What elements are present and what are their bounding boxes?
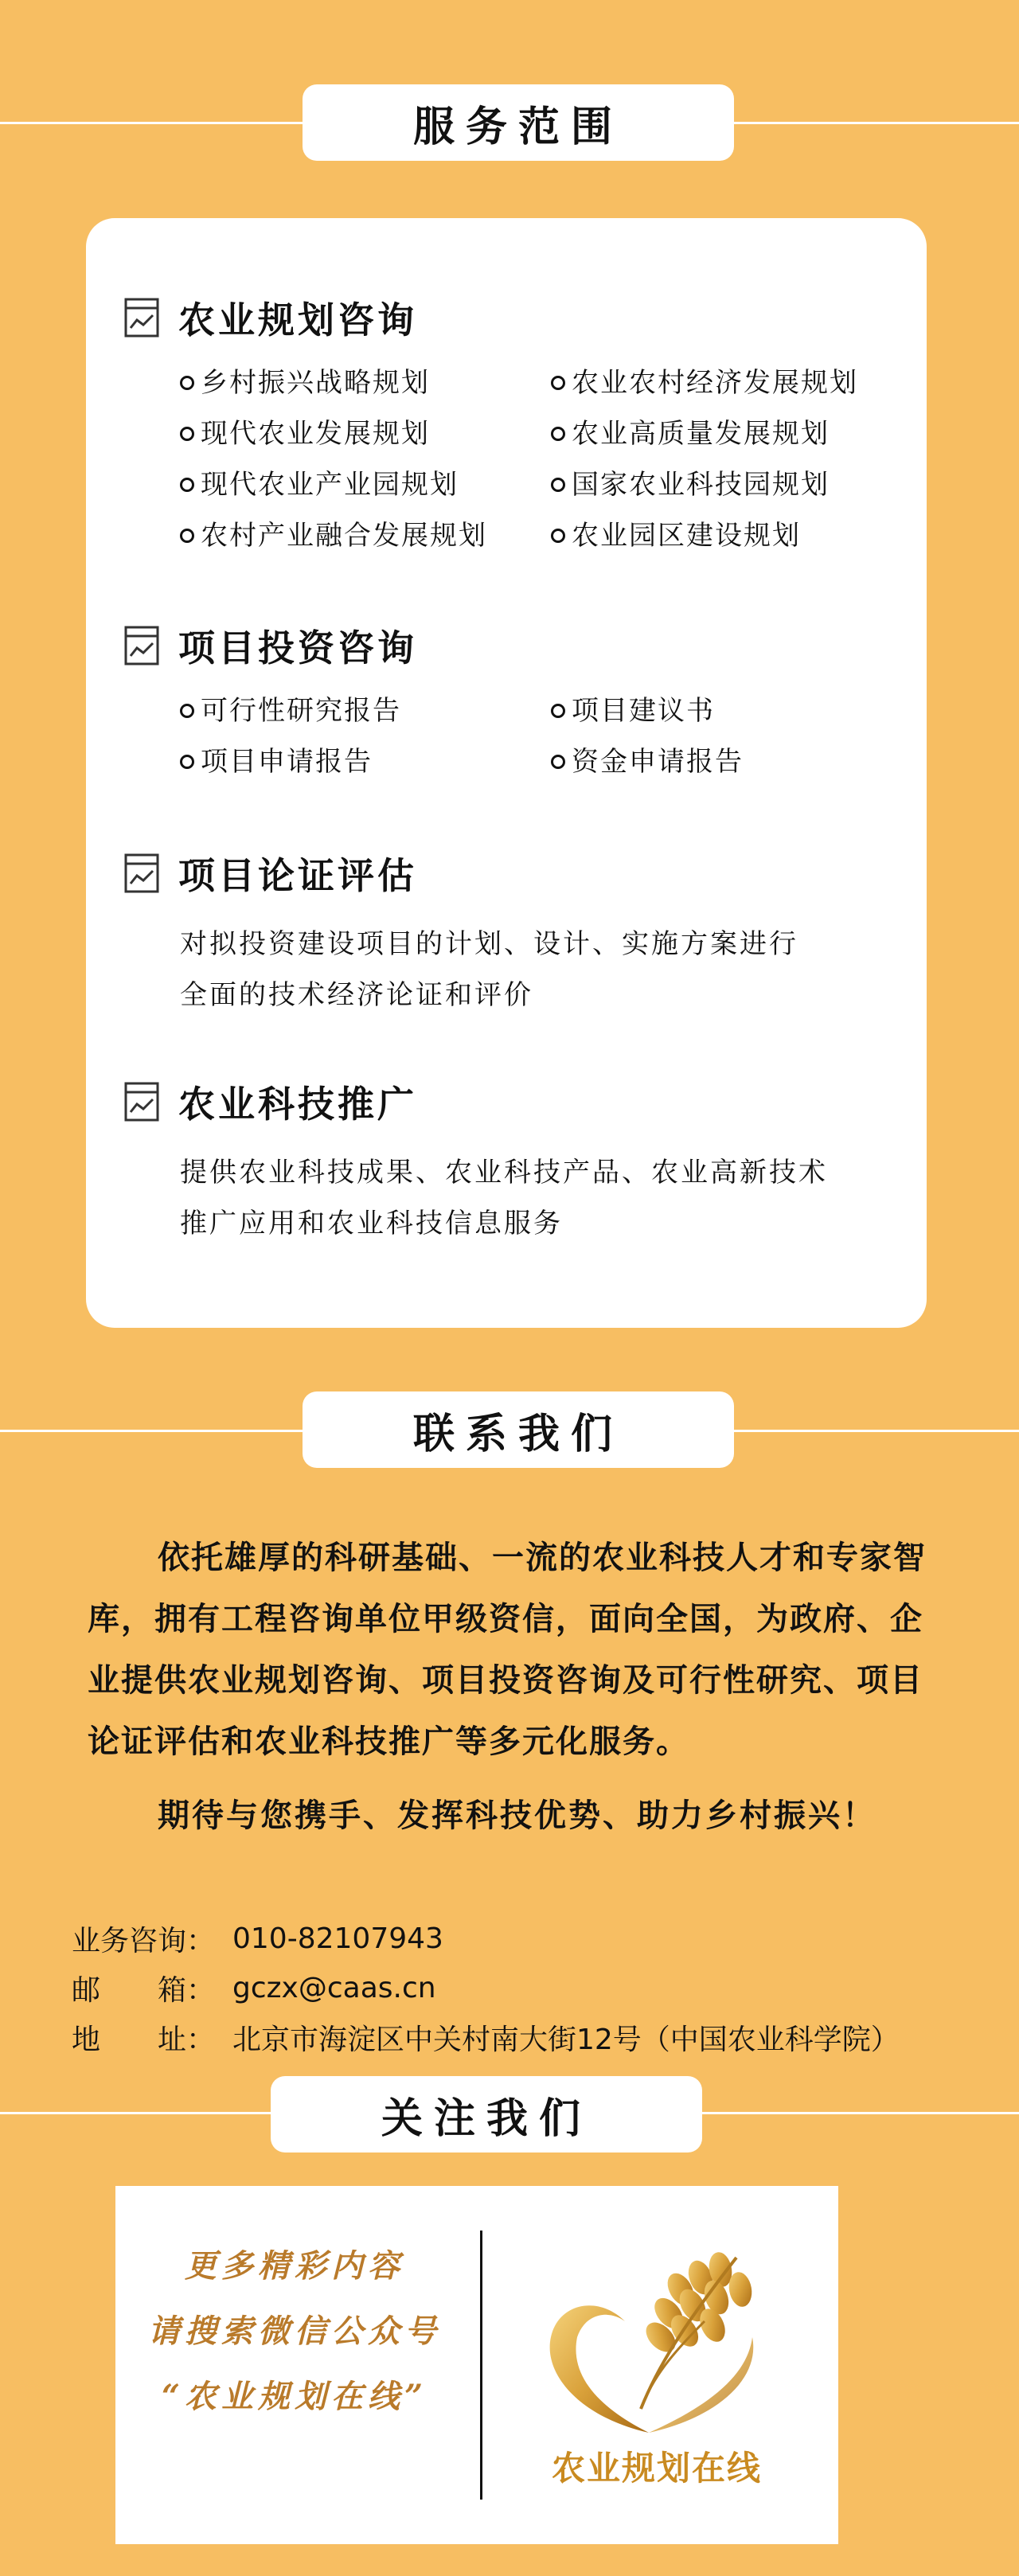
bullet-circle-icon <box>180 755 194 769</box>
services-card <box>86 218 927 1328</box>
bullet-circle-icon <box>180 427 194 441</box>
bullet-circle-icon <box>180 478 194 492</box>
email-label: 邮 箱： <box>72 1973 216 2007</box>
list-item-text: 农业农村经济发展规划 <box>572 366 858 399</box>
follow-card <box>115 2186 838 2544</box>
list-item <box>180 513 551 552</box>
list-item-text: 农村产业融合发展规划 <box>201 519 487 552</box>
contact-heading: 联系我们 <box>303 1391 734 1468</box>
category-title-text: 项目论证评估 <box>178 854 417 897</box>
bullet-circle-icon <box>180 704 194 718</box>
list-item <box>551 462 896 502</box>
category-tech-promotion <box>124 1074 896 1249</box>
list-item-text: 现代农业发展规划 <box>201 417 430 450</box>
list-item-text: 项目申请报告 <box>201 745 373 778</box>
category-investment <box>124 618 896 779</box>
category-items <box>180 688 896 779</box>
wheat-heart-icon <box>521 2234 792 2441</box>
address-value: 北京市海淀区中关村南大街12号（中国农业科学院） <box>232 2023 900 2056</box>
phone-row <box>72 1914 987 1963</box>
follow-line: 更多精彩内容 <box>185 2247 404 2285</box>
report-chart-icon <box>124 1082 159 1122</box>
description-line: 对拟投资建设项目的计划、设计、实施方案进行 <box>180 928 798 960</box>
category-agri-planning <box>124 290 896 552</box>
category-title <box>124 290 896 345</box>
address-row <box>72 2012 987 2062</box>
list-item-text: 农业园区建设规划 <box>572 519 801 552</box>
bullet-circle-icon <box>551 529 565 543</box>
list-item <box>180 411 551 451</box>
report-chart-icon <box>124 298 159 338</box>
category-title-text: 项目投资咨询 <box>178 626 417 669</box>
contact-slogan: 期待与您携手、发挥科技优势、助力乡村振兴！ <box>158 1797 876 1834</box>
follow-text <box>115 2234 474 2430</box>
list-item-text: 乡村振兴战略规划 <box>201 366 430 399</box>
description-line: 全面的技术经济论证和评价 <box>180 979 533 1011</box>
contact-paragraph: 依托雄厚的科研基础、一流的农业科技人才和专家智库，拥有工程咨询单位甲级资信，面向全国，为政府、企业提供农业规划咨询、项目投资咨询及可行性研究、项目论证评估和农业科技推广等多元化服务。 <box>88 1539 927 1760</box>
list-item <box>180 360 551 400</box>
list-item-text: 资金申请报告 <box>572 745 744 778</box>
email-value[interactable]: gczx@caas.cn <box>232 1971 436 2004</box>
list-item-text: 农业高质量发展规划 <box>572 417 830 450</box>
bullet-circle-icon <box>551 427 565 441</box>
bullet-circle-icon <box>551 704 565 718</box>
phone-label: 业务咨询： <box>72 1924 216 1957</box>
address-label: 地 址： <box>72 2023 216 2056</box>
contact-info <box>72 1914 987 2062</box>
bullet-circle-icon <box>180 376 194 390</box>
report-chart-icon <box>124 853 159 893</box>
bullet-circle-icon <box>551 376 565 390</box>
vertical-divider <box>480 2231 482 2500</box>
list-item <box>551 739 896 779</box>
list-item-text: 可行性研究报告 <box>201 694 401 727</box>
list-item-text: 项目建议书 <box>572 694 715 727</box>
category-title <box>124 845 896 901</box>
description-line: 提供农业科技成果、农业科技产品、农业高新技术 <box>180 1157 828 1188</box>
bullet-circle-icon <box>180 529 194 543</box>
report-chart-icon <box>124 626 159 665</box>
category-items <box>180 360 896 552</box>
category-evaluation <box>124 845 896 1021</box>
description-line: 推广应用和农业科技信息服务 <box>180 1208 563 1239</box>
logo-text: 农业规划在线 <box>551 2449 762 2488</box>
category-title-text: 农业科技推广 <box>178 1083 417 1126</box>
brand-logo <box>521 2234 792 2504</box>
category-description <box>180 919 896 1021</box>
follow-heading: 关注我们 <box>271 2076 702 2153</box>
category-description <box>180 1147 896 1249</box>
bullet-circle-icon <box>551 755 565 769</box>
category-title <box>124 618 896 673</box>
list-item <box>180 739 551 779</box>
follow-line: “农业规划在线” <box>161 2378 428 2415</box>
list-item-text: 现代农业产业园规划 <box>201 468 459 501</box>
list-item <box>551 513 896 552</box>
list-item <box>180 462 551 502</box>
list-item <box>551 411 896 451</box>
list-item <box>551 688 896 728</box>
list-item-text: 国家农业科技园规划 <box>572 468 830 501</box>
list-item <box>180 688 551 728</box>
phone-value[interactable]: 010-82107943 <box>232 1922 443 1955</box>
follow-line: 请搜索微信公众号 <box>148 2313 441 2350</box>
services-heading: 服务范围 <box>303 84 734 161</box>
email-row <box>72 1963 987 2012</box>
list-item <box>551 360 896 400</box>
bullet-circle-icon <box>551 478 565 492</box>
category-title-text: 农业规划咨询 <box>178 299 417 342</box>
category-title <box>124 1074 896 1130</box>
